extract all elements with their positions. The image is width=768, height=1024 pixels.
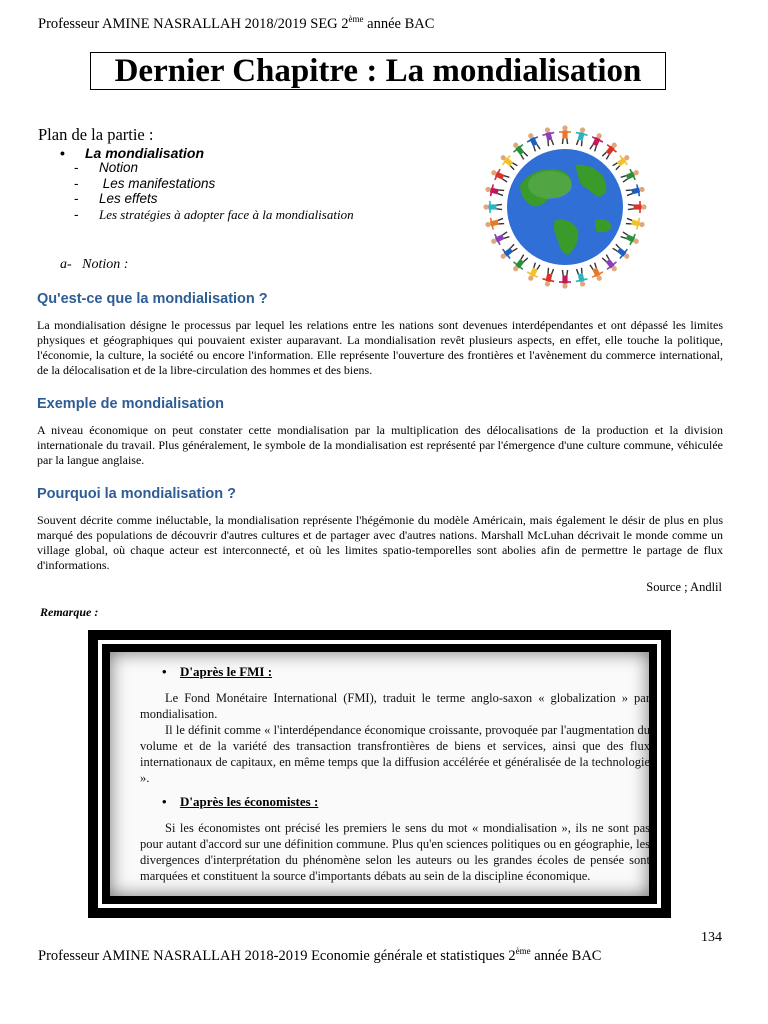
source-citation: Source ; Andlil — [646, 580, 722, 594]
economists-paragraph: Si les économistes ont précisé les premiers le sens du mot « mondialisation », ils ne sont pas pour autant d'accord sur une définition commune. Plus qu'en sciences politiques ou en géographie, les divergences d'interprétation du phénomène selon les auteurs ou les grandes écoles de pensée sont marquées et constituent la source d'importants débats au sein de la discipline économique. — [140, 821, 650, 883]
fmi-paragraph-1: Le Fond Monétaire International (FMI), traduit le terme anglo-saxon « globalization » par mondialisation. — [140, 691, 650, 721]
plan-main-item: • La mondialisation — [60, 145, 205, 161]
section-paragraph: Souvent décrite comme inéluctable, la mondialisation représente l'hégémonie du modèle Américain, mais également le désir de plus en plus marqué des populations de découvrir d'autres cultures et de partager avec d'autres nations. Marshall McLuhan décrivait le monde comme un village global, où chaque acteur est interconnecté, et où les limites spatio-temporelles sont abolies afin de permettre le partage de flux d'informations. — [37, 513, 723, 572]
chapter-title: Dernier Chapitre : La mondialisation — [114, 52, 642, 89]
remarque-label: Remarque : — [40, 605, 99, 619]
person-figure — [541, 267, 557, 288]
person-figure — [619, 166, 641, 185]
person-figure — [600, 253, 621, 275]
page-number: 134 — [701, 930, 722, 945]
section-heading: Exemple de mondialisation — [37, 396, 224, 412]
section-paragraph: La mondialisation désigne le processus par lequel les relations entre les nations sont devenues interdépendantes et ont dépassé les limites physiques et géographiques qui pouvaient exister auparavant. La mondialisation revêt plusieurs aspects, en effet, elle touche la politique, l'économie, la culture, la société ou encore l'information. Elle représente l'ouverture des frontières et l'avènement du commerce international, de la délocalisation et de la libre-circulation des hommes et des biens. — [37, 318, 723, 377]
person-figure — [625, 215, 646, 231]
person-figure — [573, 126, 589, 147]
person-figure — [483, 201, 502, 213]
person-figure — [587, 131, 606, 153]
bullet-icon: • — [162, 794, 167, 809]
economists-heading: • D'après les économistes : — [162, 794, 319, 809]
remark-frame — [88, 630, 671, 918]
person-figure — [509, 253, 530, 275]
bullet-icon: • — [162, 664, 167, 679]
section-heading: Pourquoi la mondialisation ? — [37, 486, 236, 502]
person-figure — [573, 267, 589, 288]
person-figure — [611, 151, 633, 172]
person-figure — [559, 270, 571, 289]
person-figure — [611, 242, 633, 263]
person-figure — [541, 126, 557, 147]
person-figure — [559, 125, 571, 144]
person-figure — [509, 139, 530, 161]
bullet-icon: • — [60, 145, 65, 161]
person-figure — [489, 229, 511, 248]
person-figure — [625, 183, 646, 199]
section-paragraph: A niveau économique on peut constater cette mondialisation par la multiplication des délocalisations de la production et la division internationale du travail. Plus généralement, le symbole de la mondialisation est représenté par l'émergence d'une culture commune, véhiculée par la langue anglaise. — [37, 423, 723, 467]
fmi-heading: • D'après le FMI : — [162, 664, 273, 679]
plan-sub-item: - Les stratégies à adopter face à la mondialisation — [74, 207, 354, 222]
plan-sub-item: - Les manifestations — [74, 176, 216, 191]
person-figure — [484, 183, 505, 199]
person-figure — [489, 166, 511, 185]
page-footer: Professeur AMINE NASRALLAH 2018-2019 Economie générale et statistiques 2ème année BAC — [38, 946, 602, 964]
notion-label: a- Notion : — [60, 257, 129, 272]
remark-frame-border — [98, 640, 661, 908]
person-figure — [497, 242, 519, 263]
plan-sub-item: - Les effets — [74, 191, 158, 206]
person-figure — [619, 229, 641, 248]
person-figure — [628, 201, 647, 213]
plan-title: Plan de la partie : — [38, 125, 154, 144]
person-figure — [497, 151, 519, 172]
person-figure — [600, 139, 621, 161]
fmi-paragraph-2: Il le définit comme « l'interdépendance économique croissante, provoquée par l'augmentation du volume et de la variété des transaction transfrontières de biens et services, ainsi que des flux internationaux de capitaux, en même temps que la diffusion accélérée et généralisée de la technologie ». — [140, 723, 650, 785]
globe-with-people-icon — [480, 125, 650, 290]
person-figure — [587, 261, 606, 283]
person-figure — [524, 131, 543, 153]
section-heading: Qu'est-ce que la mondialisation ? — [37, 291, 268, 307]
page-header: Professeur AMINE NASRALLAH 2018/2019 SEG 2ème année BAC — [38, 14, 435, 32]
chapter-title-box — [90, 52, 666, 90]
remark-content — [110, 652, 649, 896]
person-figure — [524, 261, 543, 283]
person-figure — [484, 215, 505, 231]
plan-sub-item: - Notion — [74, 160, 139, 175]
